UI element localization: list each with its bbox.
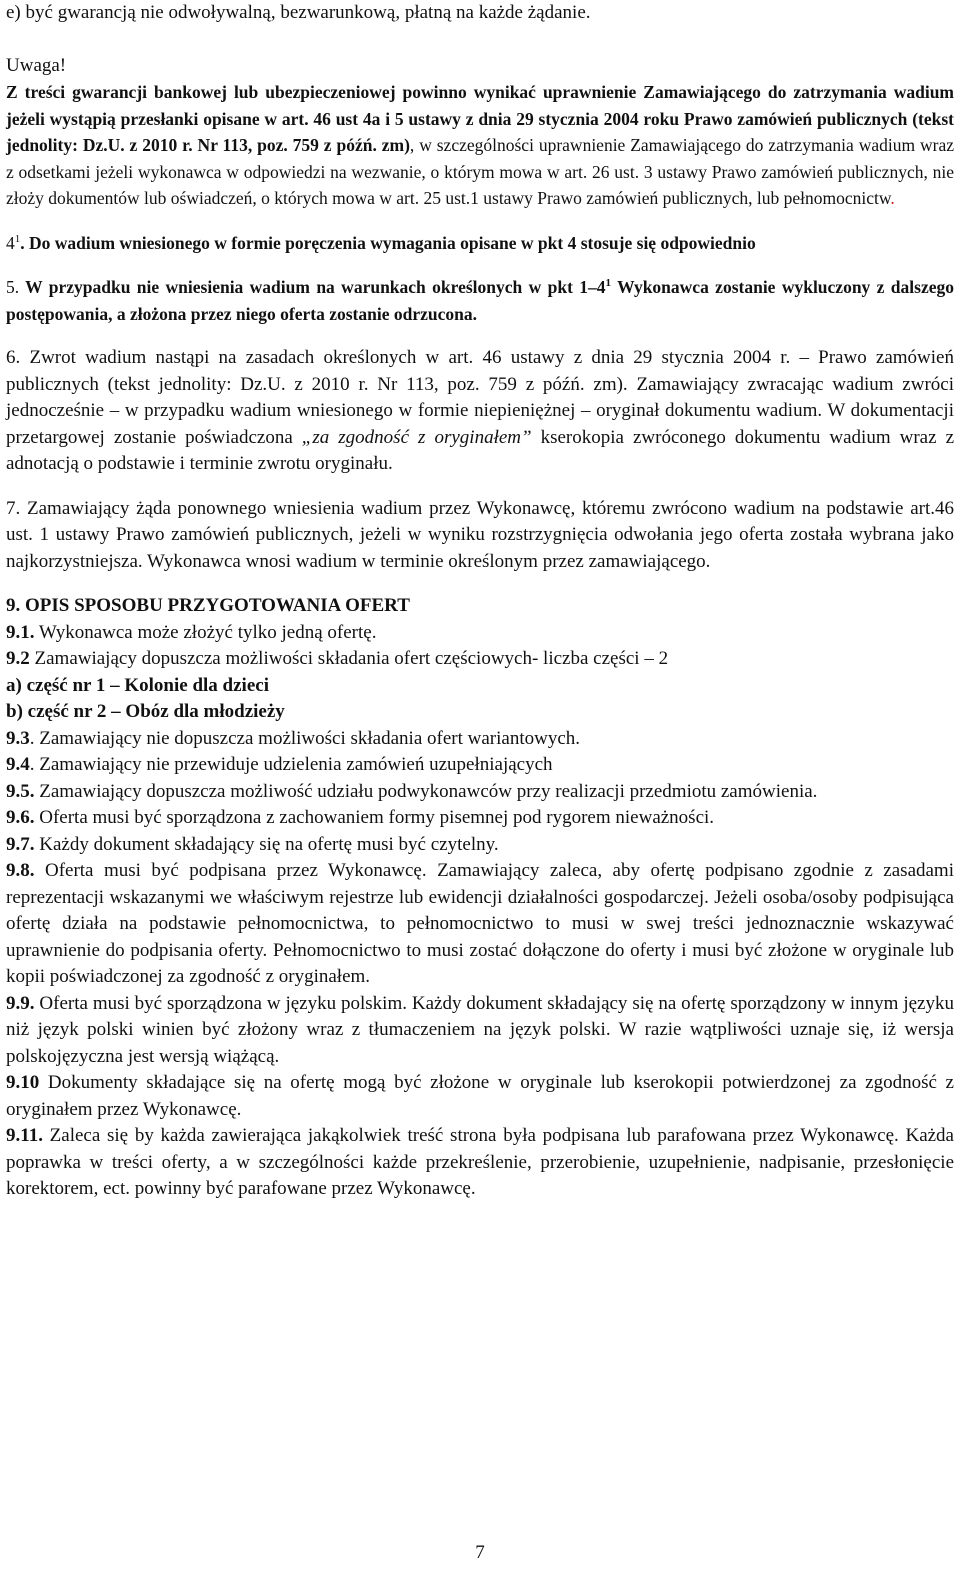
item-number: 9.8. <box>6 860 35 881</box>
item-9-4 <box>6 752 954 779</box>
item-number: 9.9. <box>6 992 35 1014</box>
item-9-10 <box>6 1070 954 1123</box>
item-number: 9.3 <box>6 727 30 749</box>
item-9-5 <box>6 779 954 806</box>
item-text: . Zamawiający nie przewiduje udzielenia zamówień uzupełniających <box>29 754 553 775</box>
uwaga-label: Uwaga! <box>6 54 67 76</box>
uwaga-normal-text: , w szczególności uprawnienie Zamawiającego do zatrzymania wadium wraz z odsetkami jeżeli wykonawca w odpowiedzi na wezwanie, o którym mowa w art. 26 ust. 3 ustawy Prawo zamówień publicznych, nie złoży dokumentów lub oświadczeń, o których mowa w art. 25 ust.1 ustawy Prawo zamówień publicznych, lub pełnomocnictw <box>6 135 954 208</box>
spacer <box>6 575 954 593</box>
document-page <box>6 0 954 1203</box>
item-text: Zaleca się by każda zawierająca jakąkolwiek treść strona była podpisana lub parafowana przez Wykonawcę. Każda poprawka w treści oferty, a w szczególności każde przekreślenie, przerobienie, uzupełnienie, nadpisanie, przesłonięcie korektorem, ect. powinny być parafowane przez Wykonawcę. <box>6 1125 954 1199</box>
p5-number: 5. <box>6 277 20 297</box>
spacer <box>6 478 954 496</box>
item-number: 9.10 <box>6 1072 40 1093</box>
item-9-3 <box>6 726 954 753</box>
item-text: Dokumenty składające się na ofertę mogą być złożone w oryginale lub kserokopii potwierdzonej za zgodność z oryginałem przez Wykonawcę. <box>6 1072 954 1120</box>
item-9-11 <box>6 1123 954 1203</box>
item-text: Oferta musi być sporządzona w języku polskim. Każdy dokument składający się na ofertę sporządzony w innym języku niż język polski winien być złożony wraz z tłumaczeniem na język polski. W razie wątpliwości uznaje się, iż wersja polskojęzyczna jest wersją wiążącą. <box>6 992 954 1067</box>
item-9-7 <box>6 832 954 859</box>
item-number: 9.5. <box>6 780 35 802</box>
item-number: 9.7. <box>6 833 35 855</box>
item-text: Oferta musi być sporządzona z zachowaniem formy pisemnej pod rygorem nieważności. <box>34 807 715 828</box>
item-text: Wykonawca może złożyć tylko jedną ofertę. <box>34 621 377 643</box>
item-text: Zamawiający dopuszcza możliwość udziału podwykonawców przy realizacji przedmiotu zamówienia. <box>34 780 818 802</box>
p5-text-b: Wykonawca zostanie wykluczony z dalszego postępowania, a złożona przez niego oferta zostanie odrzucona. <box>6 277 954 324</box>
paragraph-7: 7. Zamawiający żąda ponownego wniesienia wadium przez Wykonawcę, któremu zwrócono wadium na podstawie art.46 ust. 1 ustawy Prawo zamówień publicznych, jeżeli w wyniku rozstrzygnięcia odwołania jego oferta została wybrana jako najkorzystniejsza. Wykonawca wnosi wadium w terminie określonym przez zamawiającego. <box>6 497 954 572</box>
p4-text: . Do wadium wniesionego w formie poręczenia wymagania opisane w pkt 4 stosuje się odpowiednio <box>20 232 756 253</box>
item-9-6 <box>6 805 954 832</box>
item-number: 9.4 <box>6 754 30 775</box>
item-number: 9.11. <box>6 1125 43 1146</box>
uwaga-bold-text: Z treści gwarancji bankowej lub ubezpieczeniowej powinno wynikać uprawnienie Zamawiającego do zatrzymania wadium jeżeli wystąpią przesłanki opisane w art. 46 ust 4a i 5 ustawy z dnia 29 stycznia 2004 roku Prawo zamówień publicznych (tekst jednolity: Dz.U. z 2010 r. Nr 113, poz. 759 z późń. zm) <box>6 82 954 155</box>
item-number: 9.1. <box>6 621 35 643</box>
paragraph-5 <box>6 274 954 327</box>
item-9-1 <box>6 620 954 647</box>
p6-text-b: kserokopia zwróconego dokumentu wadium wraz z adnotacją o podstawie i terminie zwrotu oryginału. <box>6 426 955 474</box>
p6-italic: „za zgodność z oryginałem” <box>301 426 532 448</box>
p4-superscript: 1 <box>14 232 21 245</box>
p4-number: 4 <box>6 232 15 253</box>
spacer <box>6 256 954 274</box>
uwaga-end-dot: . <box>890 188 895 208</box>
paragraph-4-1 <box>6 230 954 257</box>
spacer <box>6 212 954 230</box>
item-text: Oferta musi być podpisana przez Wykonawcę. Zamawiający zaleca, aby ofertę podpisano zgodnie z zasadami reprezentacji wskazanymi we właściwym rejestrze lub ewidencji działalności gospodarczej. Jeżeli osoba/osoby podpisująca ofertę działa na podstawie pełnomocnictwa, to pełnomocnictwo to musi w swej treści jednoznacznie wskazywać uprawnienie do podpisania oferty. Pełnomocnictwo to musi zostać dołączone do oferty i musi być złożone w oryginale lub kopii poświadczonej za zgodność z oryginałem. <box>6 860 954 987</box>
p5-superscript: 1 <box>605 277 612 289</box>
uwaga-paragraph <box>6 79 954 212</box>
p5-text-a: W przypadku nie wniesienia wadium na warunkach określonych w pkt 1–4 <box>19 277 606 297</box>
section-9-heading: 9. OPIS SPOSOBU PRZYGOTOWANIA OFERT <box>6 595 410 616</box>
item-text: Każdy dokument składający się na ofertę musi być czytelny. <box>34 833 499 855</box>
item-text: . Zamawiający nie dopuszcza możliwości składania ofert wariantowych. <box>29 727 581 749</box>
part-a: a) część nr 1 – Kolonie dla dzieci <box>6 674 269 696</box>
item-number: 9.2 <box>6 648 30 669</box>
item-9-9 <box>6 991 954 1071</box>
spacer <box>6 327 954 345</box>
item-9-8 <box>6 858 954 991</box>
spacer <box>6 27 954 53</box>
item-text: Zamawiający dopuszcza możliwości składania ofert częściowych- liczba części – 2 <box>29 648 669 669</box>
item-number: 9.6. <box>6 807 35 828</box>
item-9-2 <box>6 646 954 673</box>
paragraph-e: e) być gwarancją nie odwoływalną, bezwarunkową, płatną na każde żądanie. <box>6 2 591 23</box>
part-b: b) część nr 2 – Obóz dla młodzieży <box>6 701 285 722</box>
p6-text-a: 6. Zwrot wadium nastąpi na zasadach określonych w art. 46 ustawy z dnia 29 stycznia 2004 r. – Prawo zamówień publicznych (tekst jednolity: Dz.U. z 2010 r. Nr 113, poz. 759 z późń. zm). Zamawiający zwracając wadium zwróci jednocześnie – w przypadku wadium wniesionego w formie niepieniężnej – oryginał dokumentu wadium. W dokumentacji przetargowej zostanie poświadczona <box>6 347 954 448</box>
paragraph-6 <box>6 345 954 478</box>
page-number: 7 <box>475 1542 485 1563</box>
